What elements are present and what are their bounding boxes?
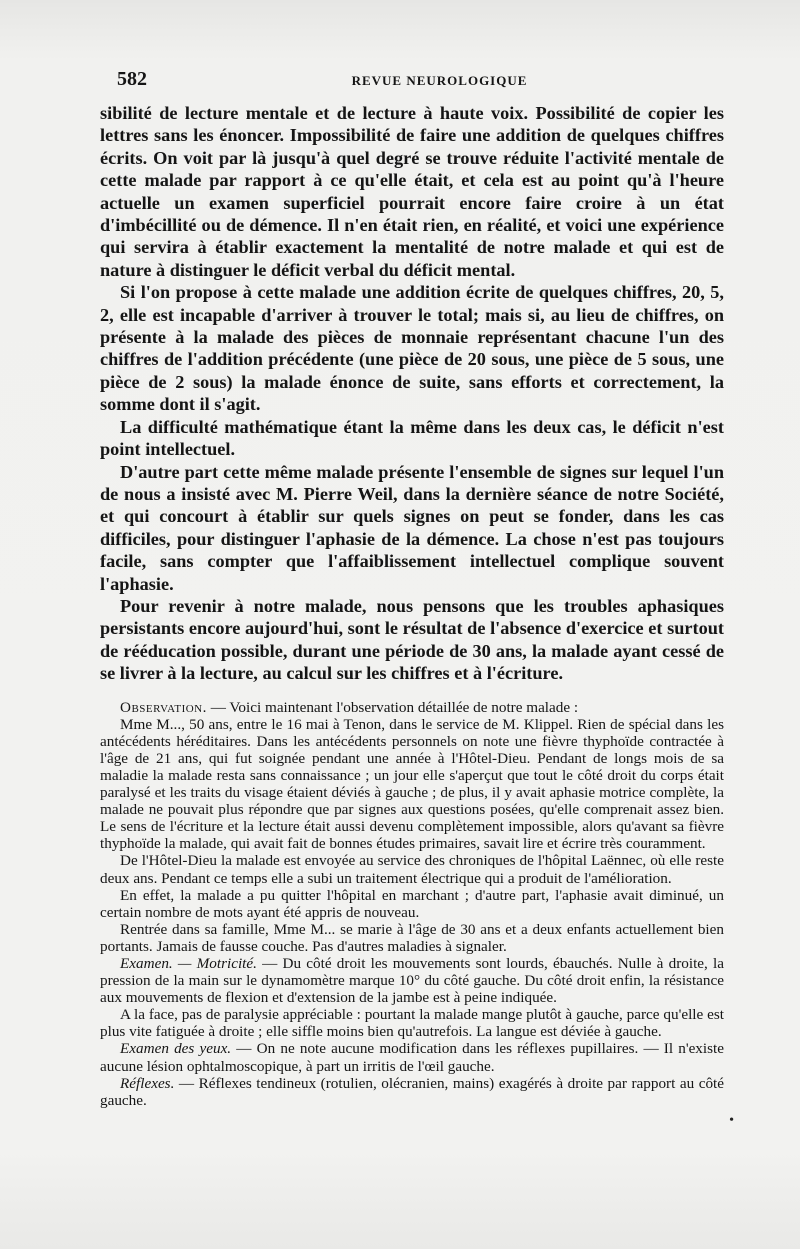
margin-mark: • <box>729 1113 734 1128</box>
main-text <box>100 102 724 685</box>
note-paragraph <box>100 1040 724 1074</box>
note-lead: Réflexes. <box>120 1074 175 1092</box>
note-paragraph <box>100 852 724 886</box>
note-text: En effet, la malade a pu quitter l'hôpital en marchant ; d'autre part, l'aphasie avait diminué, un certain nombre de mots ayant été appris de nouveau. <box>100 886 724 921</box>
paragraph-conclusion: Pour revenir à notre malade, nous pensons que les troubles aphasiques persistants encore aujourd'hui, sont le résultat de l'absence d'exercice et surtout de rééducation possible, durant une période de 30 ans, la malade ayant cessé de se livrer à la lecture, au calcul sur les chiffres et à l'écriture. <box>100 595 724 684</box>
note-text: A la face, pas de paralysie appréciable : pourtant la malade mange plutôt à gauche, parce qu'elle est plus vite fatiguée à droite ; elle siffle moins bien qu'autrefois. La langue est déviée à gauche. <box>100 1006 724 1041</box>
note-paragraph <box>100 699 724 716</box>
note-paragraph <box>100 955 724 1006</box>
note-text: Rentrée dans sa famille, Mme M... se marie à l'âge de 30 ans et a deux enfants actuellement bien portants. Jamais de fausse couche. Pas d'autres maladies à signaler. <box>100 920 724 955</box>
paragraph-continuation: sibilité de lecture mentale et de lecture à haute voix. Possibilité de copier les lettres sans les énoncer. Impossibilité de faire une addition de quelques chiffres écrits. On voit par là jusqu'à quel degré se trouve réduite l'activité mentale de cette malade par rapport à ce qu'elle était, et cela est au point qu'à l'heure actuelle un examen superficiel pourrait encore faire croire à un état d'imbécillité ou de démence. Il n'en était rien, en réalité, et voici une expérience qui servira à établir exactement la mentalité de notre malade et qui est de nature à distinguer le déficit verbal du déficit mental. <box>100 103 724 280</box>
running-head: REVUE NEUROLOGIQUE <box>351 73 528 88</box>
paragraph-signs: D'autre part cette même malade présente l'ensemble de signes sur lequel l'un de nous a insisté avec M. Pierre Weil, dans la dernière séance de notre Société, et qui concourt à établir sur quels signes on peut se fonder, dans les cas difficiles, pour distinguer l'aphasie de la démence. La chose n'est pas toujours facile, sans compter que l'affaiblissement intellectuel complique souvent l'aphasie. <box>100 461 724 594</box>
note-lead: Examen des yeux. <box>120 1040 232 1058</box>
note-paragraph <box>100 1075 724 1109</box>
note-text: De l'Hôtel-Dieu la malade est envoyée au service des chroniques de l'hôpital Laënnec, où elle reste deux ans. Pendant ce temps elle a subi un traitement électrique qui a produit de l'amélioration. <box>100 852 724 887</box>
note-paragraph <box>100 1006 724 1040</box>
note-text: — Du côté droit les mouvements sont lourds, ébauchés. Nulle à droite, la pression de la main sur le dynamomètre marque 10° du côté gauche. Du côté droit enfin, la résistance aux mouvements de flexion et d'extension de la jambe est à peine indiquée. <box>100 954 724 1007</box>
note-text: — Voici maintenant l'observation détaillée de notre malade : <box>206 698 579 716</box>
page-number: 582 <box>117 68 147 90</box>
note-lead: Examen. — Motricité. <box>120 954 257 972</box>
note-paragraph <box>100 887 724 921</box>
page-header <box>117 68 722 92</box>
page-content <box>100 102 724 1109</box>
note-paragraph <box>100 921 724 955</box>
note-text: — On ne note aucune modification dans les réflexes pupillaires. — Il n'existe aucune lésion ophtalmoscopique, à part un irritis de l'œil gauche. <box>100 1040 724 1075</box>
note-lead: Observation. <box>120 698 207 716</box>
paragraph-difficulty: La difficulté mathématique étant la même dans les deux cas, le déficit n'est point intellectuel. <box>100 416 724 460</box>
note-paragraph <box>100 716 724 853</box>
note-text: Mme M..., 50 ans, entre le 16 mai à Tenon, dans le service de M. Klippel. Rien de spécial dans les antécédents héréditaires. Dans les antécédents personnels on note une fièvre thyphoïde contractée à l'âge de 21 ans, qui fut soignée pendant une année à l'Hôtel-Dieu. Pendant de longs mois de sa maladie la malade resta sans connaissance ; un jour elle s'aperçut que tout le côté droit du corps était paralysé et les traits du visage étaient déviés à gauche ; de plus, il y avait aphasie motrice complète, la malade ne pouvait plus répondre que par signes aux questions posées, qu'elle comprenait assez bien. Le sens de l'écriture et la lecture était aussi devenu complètement impossible, alors qu'avant sa fièvre thyphoïde la malade, qui avait fait de bonnes études primaires, savait lire et écrire très couramment. <box>100 715 724 853</box>
note-text: — Réflexes tendineux (rotulien, olécranien, mains) exagérés à droite par rapport au côté gauche. <box>100 1074 724 1109</box>
paragraph-addition-experiment: Si l'on propose à cette malade une addition écrite de quelques chiffres, 20, 5, 2, elle est incapable d'arriver à trouver le total; mais si, au lieu de chiffres, on présente à la malade des pièces de monnaie représentant chacune l'un des chiffres de l'addition précédente (une pièce de 20 sous, une pièce de 5 sous, une pièce de 2 sous) la malade énonce de suite, sans efforts et correctement, la somme dont il s'agit. <box>100 282 724 415</box>
observation-notes <box>100 699 724 1109</box>
